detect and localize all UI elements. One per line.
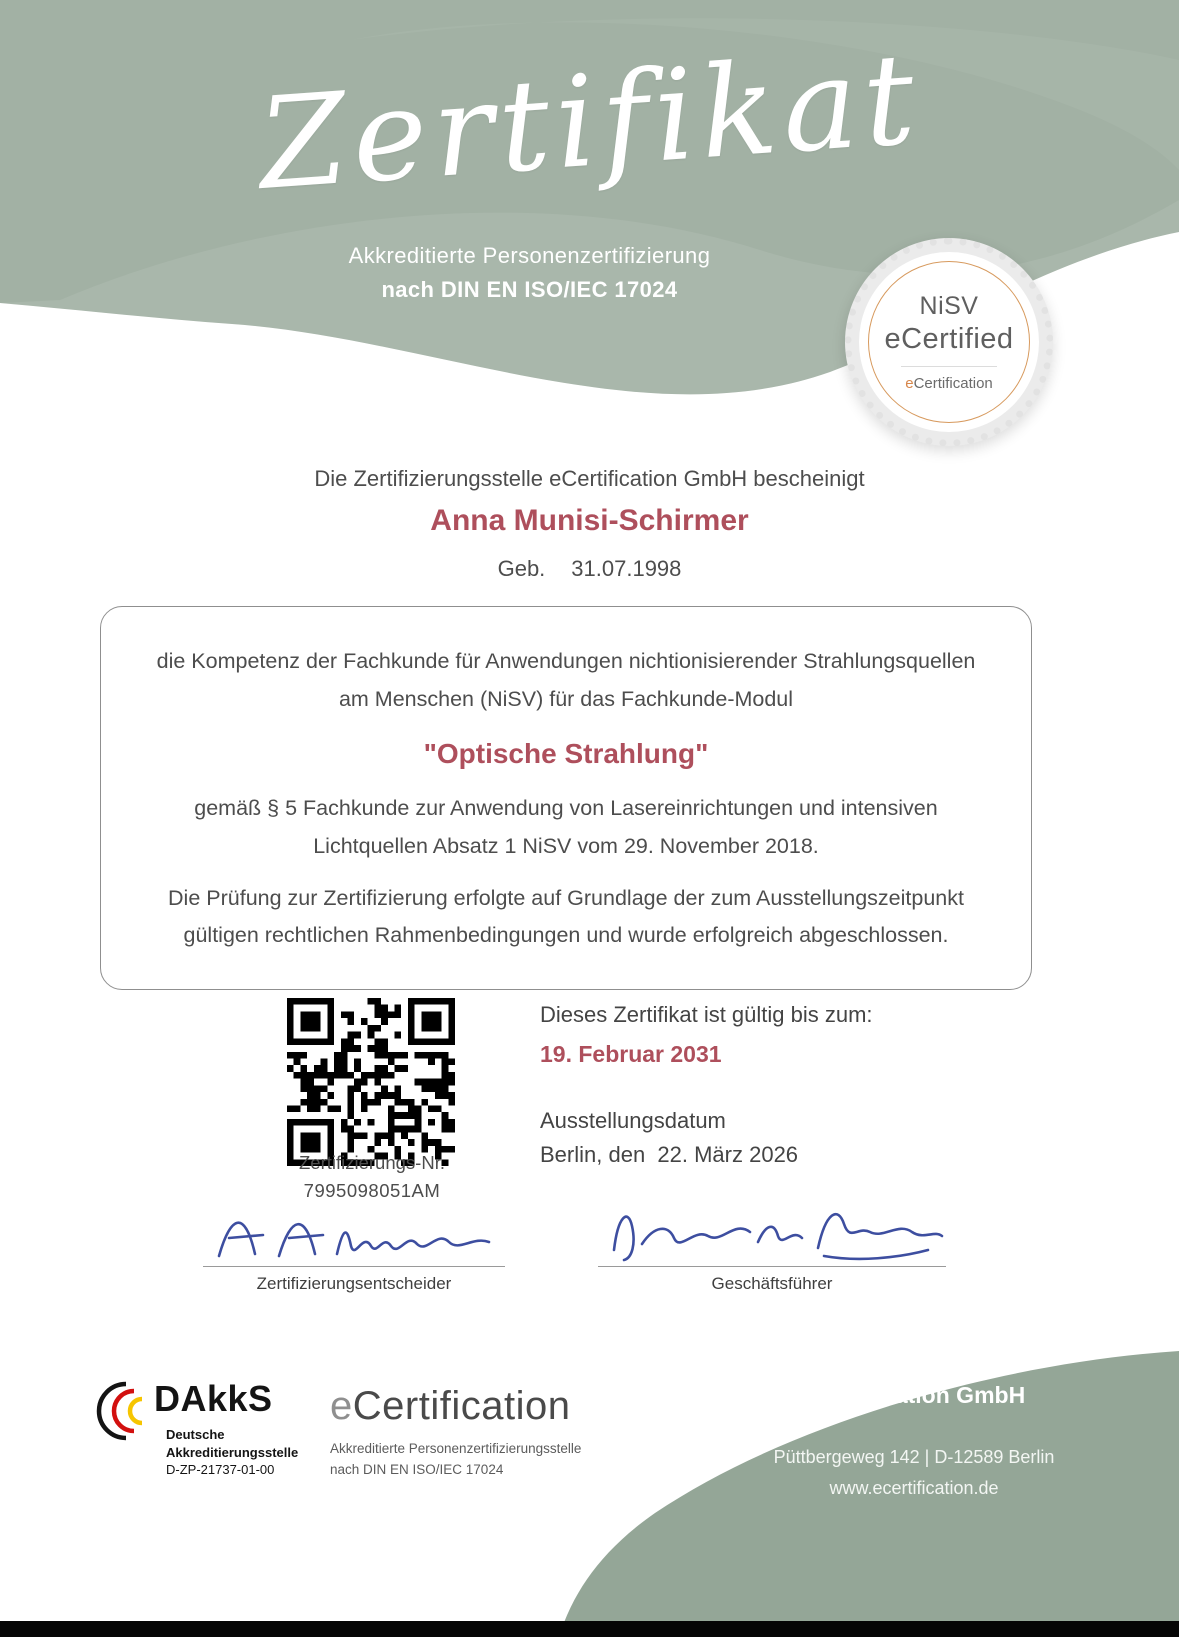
competence-box (100, 606, 1032, 990)
signature-left (205, 1202, 505, 1266)
exam-note-text: Die Prüfung zur Zertifizierung erfolgte auf Grundlage der zum Ausstellungszeitpunkt gültigen rechtlichen Rahmenbedingungen und wurde erfolgreich abgeschlossen. (168, 885, 964, 948)
company-name: eCertification GmbH (802, 1382, 1026, 1408)
company-address: Püttbergeweg 142 | D-12589 Berlin (773, 1447, 1055, 1467)
issue-date-label: Ausstellungsdatum (540, 1108, 726, 1133)
birth-label: Geb. (497, 556, 546, 581)
ecertification-sublines (330, 1439, 581, 1481)
ecert-logo-rest: Certification (352, 1384, 571, 1428)
dakks-arcs-icon (92, 1378, 156, 1442)
ecertification-logo (330, 1384, 581, 1481)
issuer-statement: Die Zertifizierungsstelle eCertification GmbH bescheinigt (314, 466, 865, 491)
qr-code (287, 998, 455, 1166)
certificate-number-label: Zertifizierungs-Nr. (299, 1152, 445, 1173)
signature-right (598, 1198, 948, 1266)
signature-role-right: Geschäftsführer (711, 1274, 833, 1293)
validity-block (540, 1002, 873, 1168)
seal-inner-circle (859, 252, 1039, 432)
ecert-logo-e: e (330, 1384, 353, 1428)
module-title: "Optische Strahlung" (423, 738, 709, 770)
legal-basis-text: gemäß § 5 Fachkunde zur Anwendung von Lasereinrichtungen und intensiven Lichtquellen Absatz 1 NiSV vom 29. November 2018. (194, 796, 938, 858)
certificate-holder-name: Anna Munisi-Schirmer (430, 504, 749, 537)
competence-intro: die Kompetenz der Fachkunde für Anwendungen nichtionisierender Strahlungsquellen am Menschen (NiSV) für das Fachkunde-Modul (156, 649, 976, 711)
certificate-number-value: 7995098051AM (303, 1180, 441, 1201)
birth-date-line (0, 556, 1179, 582)
dakks-sublines (166, 1426, 298, 1479)
seal-brand-rest: Certification (913, 375, 993, 392)
seal-text-nisv: NiSV (919, 292, 979, 320)
dakks-sub1: Deutsche (166, 1427, 225, 1442)
bottom-black-bar (0, 1621, 1179, 1637)
certification-seal (845, 238, 1053, 446)
header-subtitle: Akkreditierte Personenzertifizierung (348, 243, 711, 268)
signature-line-left (203, 1266, 505, 1267)
certificate-number-block (237, 1152, 507, 1202)
dakks-wordmark: DAkkS (154, 1378, 273, 1419)
seal-text-ecertified: eCertified (884, 323, 1014, 355)
ecert-sub2: nach DIN EN ISO/IEC 17024 (330, 1461, 504, 1477)
company-info-block (704, 1382, 1124, 1499)
seal-brand-e: e (905, 375, 914, 392)
ecert-sub1: Akkreditierte Personenzertifizierungsstelle (330, 1441, 582, 1456)
certificate-title: Zertifikat (254, 25, 925, 218)
ecertification-wordmark (330, 1384, 581, 1429)
valid-until-date: 19. Februar 2031 (540, 1041, 722, 1067)
dakks-logo (92, 1378, 298, 1479)
signature-role-left: Zertifizierungsentscheider (256, 1274, 452, 1293)
header-norm-line: nach DIN EN ISO/IEC 17024 (381, 277, 678, 302)
company-website: www.ecertification.de (829, 1478, 999, 1498)
seal-orange-ring (868, 261, 1030, 423)
signature-line-right (598, 1266, 946, 1267)
dakks-accreditation-number: D-ZP-21737-01-00 (166, 1462, 275, 1478)
issue-date-line: Berlin, den 22. März 2026 (540, 1142, 799, 1167)
seal-divider (901, 366, 997, 367)
seal-brand-line (905, 375, 993, 392)
birth-date: 31.07.1998 (571, 556, 682, 581)
valid-until-label: Dieses Zertifikat ist gültig bis zum: (540, 1002, 873, 1027)
dakks-sub2: Akkreditierungsstelle (166, 1444, 299, 1460)
